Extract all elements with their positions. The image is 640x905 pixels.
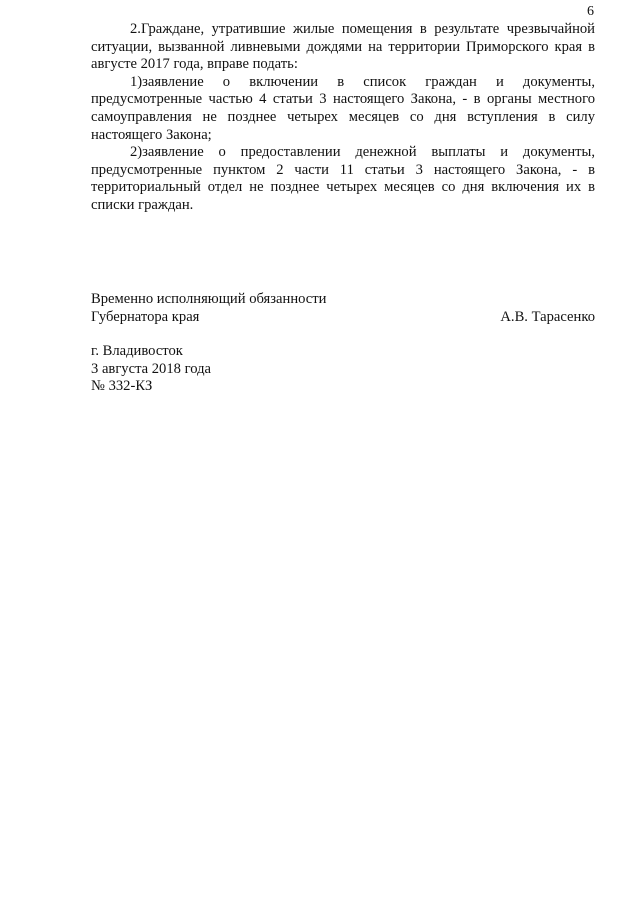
paragraph-subclause-2: 2)заявление о предоставлении денежной выплаты и документы, предусмотренные пунктом 2 части 11 статьи 3 настоящего Закона, - в территориальный отдел не позднее четырех месяцев со дня включения их в списки граждан. [91,144,595,213]
signatory-title-line1: Временно исполняющий обязанности [91,291,327,307]
place-date-block [91,343,211,396]
page-number: 6 [587,4,594,19]
law-text-body [91,21,595,215]
law-number: № 332-КЗ [91,378,153,395]
signature-block [91,291,595,326]
signing-date: 3 августа 2018 года [91,360,211,377]
signatory-name: А.В. Тарасенко [500,308,595,325]
signing-city: г. Владивосток [91,343,183,359]
signatory-title-line2: Губернатора края [91,308,200,325]
paragraph-clause-2: 2.Граждане, утратившие жилые помещения в результате чрезвычайной ситуации, вызванной ливневыми дождями на территории Приморского края в августе 2017 года, вправе подать: [91,21,595,73]
paragraph-subclause-1: 1)заявление о включении в список граждан и документы, предусмотренные частью 4 статьи 3 настоящего Закона, - в органы местного самоуправления не позднее четырех месяцев со дня вступления в силу настоящего Закона; [91,73,595,143]
signature-row [91,309,595,327]
